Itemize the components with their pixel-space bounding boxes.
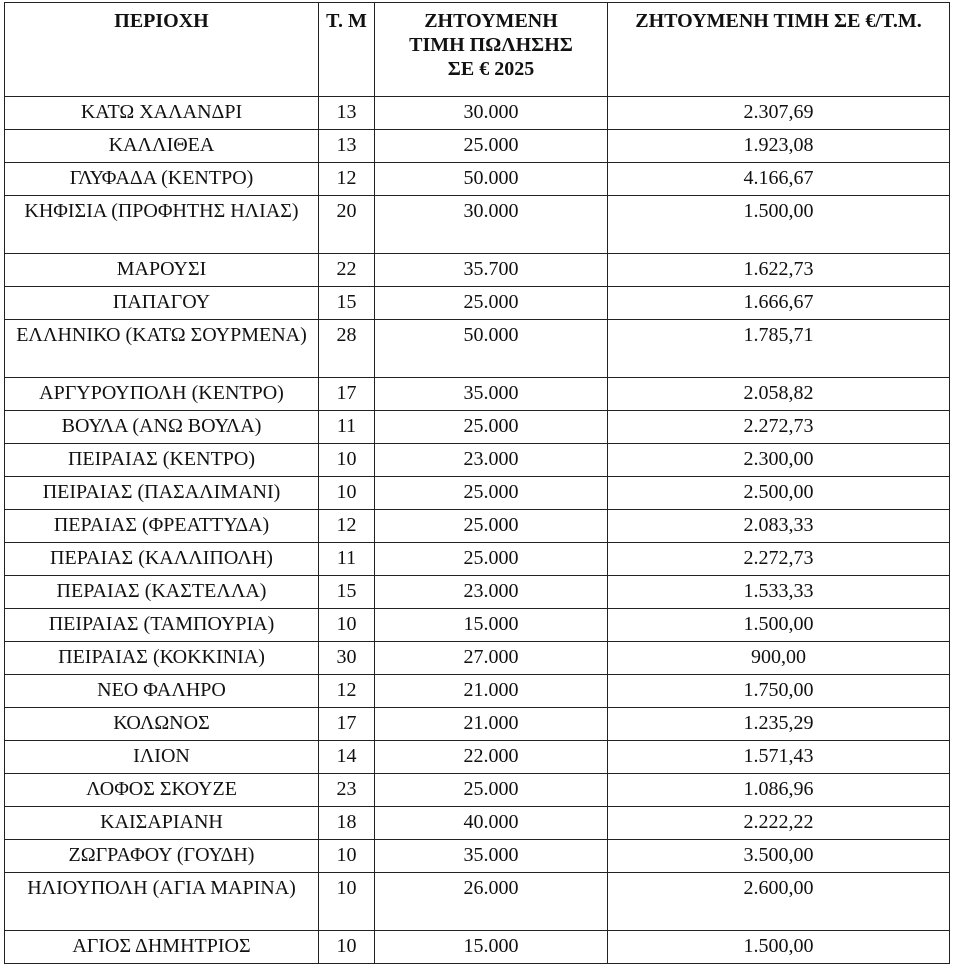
cell-sqm: 10 [319,840,375,873]
table-row [5,609,950,642]
cell-price-per-sqm: 2.272,73 [608,411,950,444]
cell-sqm: 28 [319,320,375,378]
header-area: ΠΕΡΙΟΧΗ [5,3,319,97]
cell-sqm: 13 [319,130,375,163]
table-row [5,510,950,543]
cell-price: 25.000 [375,130,608,163]
header-row [5,3,950,97]
cell-price: 22.000 [375,741,608,774]
cell-price: 25.000 [375,543,608,576]
table-body [5,97,950,964]
cell-area: ΠΕΡΑΙΑΣ (ΦΡΕΑΤΤΥΔΑ) [5,510,319,543]
cell-price: 25.000 [375,477,608,510]
cell-area: ΙΛΙΟΝ [5,741,319,774]
cell-area: ΠΕΡΑΙΑΣ (ΚΑΛΛΙΠΟΛΗ) [5,543,319,576]
cell-price: 50.000 [375,163,608,196]
cell-price: 26.000 [375,873,608,931]
cell-sqm: 12 [319,163,375,196]
cell-price: 25.000 [375,774,608,807]
cell-area: ΕΛΛΗΝΙΚΟ (ΚΑΤΩ ΣΟΥΡΜΕΝΑ) [5,320,319,378]
header-sqm [319,3,375,97]
table-row [5,873,950,931]
cell-sqm: 10 [319,931,375,964]
cell-price-per-sqm: 1.500,00 [608,609,950,642]
cell-sqm: 20 [319,196,375,254]
table-row [5,130,950,163]
cell-sqm: 10 [319,477,375,510]
cell-price-per-sqm: 1.533,33 [608,576,950,609]
table-row [5,320,950,378]
cell-sqm: 10 [319,609,375,642]
cell-sqm: 17 [319,378,375,411]
cell-price: 25.000 [375,287,608,320]
cell-price: 35.000 [375,840,608,873]
cell-area: ΑΡΓΥΡΟΥΠΟΛΗ (ΚΕΝΤΡΟ) [5,378,319,411]
table-row [5,931,950,964]
table-row [5,807,950,840]
cell-price: 30.000 [375,97,608,130]
cell-sqm: 18 [319,807,375,840]
table-row [5,840,950,873]
cell-price-per-sqm: 4.166,67 [608,163,950,196]
cell-area: ΠΕΙΡΑΙΑΣ (ΤΑΜΠΟΥΡΙΑ) [5,609,319,642]
table-row [5,576,950,609]
cell-price: 25.000 [375,510,608,543]
cell-price-per-sqm: 2.300,00 [608,444,950,477]
cell-sqm: 11 [319,543,375,576]
cell-price-per-sqm: 900,00 [608,642,950,675]
cell-area: ΠΕΡΑΙΑΣ (ΚΑΣΤΕΛΛΑ) [5,576,319,609]
cell-price-per-sqm: 1.923,08 [608,130,950,163]
cell-area: ΚΑΤΩ ΧΑΛΑΝΔΡΙ [5,97,319,130]
cell-area: ΚΑΛΛΙΘΕΑ [5,130,319,163]
table-row [5,163,950,196]
cell-price: 21.000 [375,675,608,708]
cell-price-per-sqm: 3.500,00 [608,840,950,873]
cell-price-per-sqm: 1.235,29 [608,708,950,741]
cell-price: 30.000 [375,196,608,254]
header-sqm-label: Τ. Μ [326,10,367,32]
cell-sqm: 15 [319,287,375,320]
table-row [5,543,950,576]
cell-sqm: 11 [319,411,375,444]
header-price-label: ΖΗΤΟΥΜΕΝΗ ΤΙΜΗ ΠΩΛΗΣΗΣ ΣΕ € 2025 [409,10,573,80]
cell-area: ΑΓΙΟΣ ΔΗΜΗΤΡΙΟΣ [5,931,319,964]
cell-price: 23.000 [375,444,608,477]
cell-price-per-sqm: 2.307,69 [608,97,950,130]
cell-sqm: 22 [319,254,375,287]
table-row [5,287,950,320]
cell-price: 15.000 [375,609,608,642]
cell-price-per-sqm: 1.500,00 [608,196,950,254]
cell-price-per-sqm: 1.622,73 [608,254,950,287]
cell-area: ΠΑΠΑΓΟΥ [5,287,319,320]
cell-area: ΠΕΙΡΑΙΑΣ (ΚΕΝΤΡΟ) [5,444,319,477]
cell-price-per-sqm: 2.058,82 [608,378,950,411]
table-row [5,97,950,130]
header-price-per-sqm: ΖΗΤΟΥΜΕΝΗ ΤΙΜΗ ΣΕ €/Τ.Μ. [608,3,950,97]
cell-area: ΖΩΓΡΑΦΟΥ (ΓΟΥΔΗ) [5,840,319,873]
table-row [5,708,950,741]
cell-price: 25.000 [375,411,608,444]
table-row [5,411,950,444]
cell-area: ΠΕΙΡΑΙΑΣ (ΠΑΣΑΛΙΜΑΝΙ) [5,477,319,510]
table-row [5,774,950,807]
cell-price-per-sqm: 1.750,00 [608,675,950,708]
cell-price-per-sqm: 1.571,43 [608,741,950,774]
header-price [375,3,608,97]
table-row [5,196,950,254]
cell-area: ΚΟΛΩΝΟΣ [5,708,319,741]
cell-sqm: 30 [319,642,375,675]
cell-price-per-sqm: 2.083,33 [608,510,950,543]
cell-sqm: 14 [319,741,375,774]
cell-price: 23.000 [375,576,608,609]
table-row [5,254,950,287]
cell-price-per-sqm: 1.666,67 [608,287,950,320]
cell-price: 15.000 [375,931,608,964]
cell-area: ΓΛΥΦΑΔΑ (ΚΕΝΤΡΟ) [5,163,319,196]
cell-sqm: 10 [319,873,375,931]
cell-area: ΠΕΙΡΑΙΑΣ (ΚΟΚΚΙΝΙΑ) [5,642,319,675]
cell-area: ΝΕΟ ΦΑΛΗΡΟ [5,675,319,708]
cell-price: 35.000 [375,378,608,411]
price-table [4,2,950,964]
cell-price-per-sqm: 1.785,71 [608,320,950,378]
cell-sqm: 12 [319,675,375,708]
cell-price-per-sqm: 2.600,00 [608,873,950,931]
cell-price: 40.000 [375,807,608,840]
cell-area: ΚΗΦΙΣΙΑ (ΠΡΟΦΗΤΗΣ ΗΛΙΑΣ) [5,196,319,254]
cell-price: 35.700 [375,254,608,287]
table-row [5,477,950,510]
cell-area: ΜΑΡΟΥΣΙ [5,254,319,287]
cell-price: 21.000 [375,708,608,741]
cell-area: ΛΟΦΟΣ ΣΚΟΥΖΕ [5,774,319,807]
cell-sqm: 17 [319,708,375,741]
cell-price-per-sqm: 1.500,00 [608,931,950,964]
table-header [5,3,950,97]
cell-area: ΗΛΙΟΥΠΟΛΗ (ΑΓΙΑ ΜΑΡΙΝΑ) [5,873,319,931]
cell-price-per-sqm: 2.272,73 [608,543,950,576]
cell-price: 27.000 [375,642,608,675]
cell-price-per-sqm: 2.500,00 [608,477,950,510]
cell-price-per-sqm: 2.222,22 [608,807,950,840]
table-row [5,741,950,774]
cell-price-per-sqm: 1.086,96 [608,774,950,807]
cell-sqm: 23 [319,774,375,807]
cell-sqm: 15 [319,576,375,609]
table-row [5,642,950,675]
cell-area: ΒΟΥΛΑ (ΑΝΩ ΒΟΥΛΑ) [5,411,319,444]
cell-price: 50.000 [375,320,608,378]
table-row [5,675,950,708]
cell-sqm: 10 [319,444,375,477]
table-row [5,378,950,411]
table-row [5,444,950,477]
cell-sqm: 13 [319,97,375,130]
cell-area: ΚΑΙΣΑΡΙΑΝΗ [5,807,319,840]
cell-sqm: 12 [319,510,375,543]
